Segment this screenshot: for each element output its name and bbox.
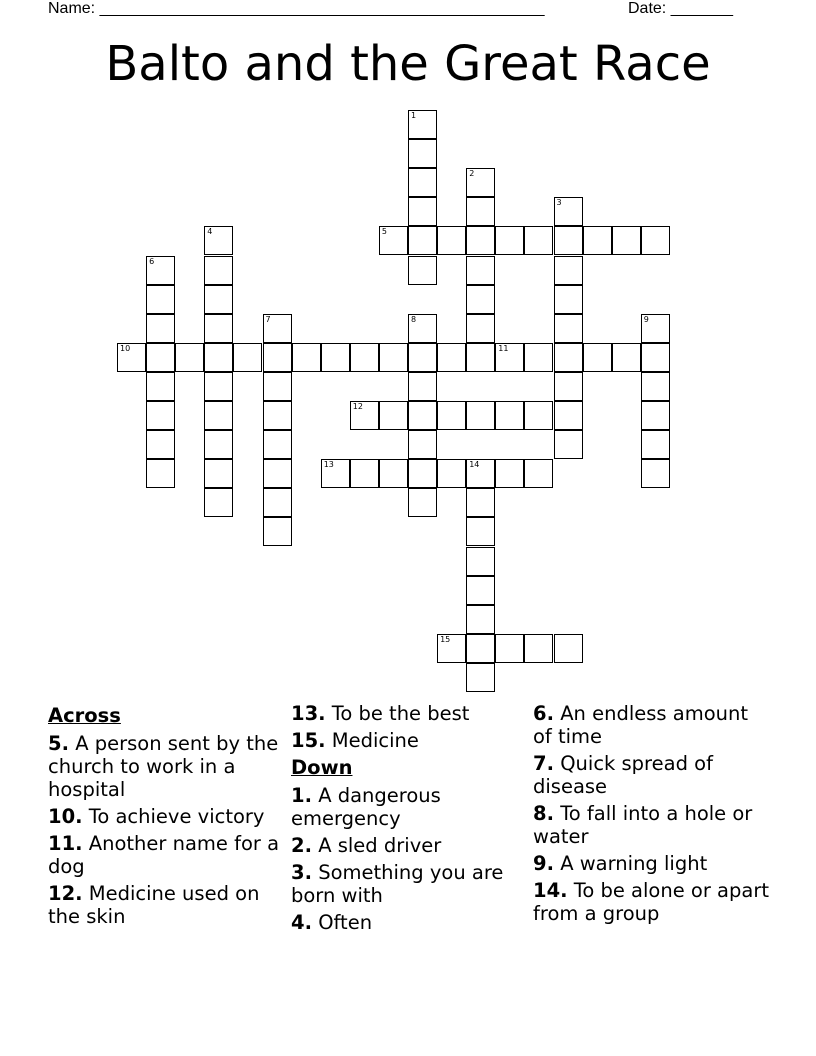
grid-cell[interactable]: [437, 226, 466, 255]
grid-cell[interactable]: [146, 430, 175, 459]
grid-cell[interactable]: [554, 226, 583, 255]
grid-cell[interactable]: [466, 488, 495, 517]
clue-number: 14: [469, 460, 480, 470]
grid-cell[interactable]: [146, 314, 175, 343]
clue-across-5: 5. A person sent by the church to work in a hospital: [48, 732, 279, 801]
clue-across-10: 10. To achieve victory: [48, 805, 265, 828]
clue-down-14: 14. To be alone or apart from a group: [533, 879, 769, 925]
clue-down-4: 4. Often: [291, 911, 373, 934]
grid-cell[interactable]: [495, 634, 524, 663]
grid-cell[interactable]: [554, 285, 583, 314]
grid-cell[interactable]: [466, 256, 495, 285]
grid-cell[interactable]: [263, 343, 292, 372]
clue-across-11: 11. Another name for a dog: [48, 832, 280, 878]
grid-cell[interactable]: [350, 459, 379, 488]
grid-cell[interactable]: [437, 343, 466, 372]
clue-down-8: 8. To fall into a hole or water: [533, 802, 753, 848]
clue-down-1: 1. A dangerous emergency: [291, 784, 441, 830]
date-label: Date:: [628, 0, 667, 17]
grid-cell[interactable]: [437, 634, 466, 663]
grid-cell[interactable]: [554, 314, 583, 343]
grid-cell[interactable]: [321, 343, 350, 372]
grid-cell[interactable]: [641, 314, 670, 343]
grid-cell[interactable]: [466, 547, 495, 576]
grid-cell[interactable]: [495, 459, 524, 488]
grid-cell[interactable]: [466, 285, 495, 314]
grid-cell[interactable]: [263, 517, 292, 546]
grid-cell[interactable]: [466, 576, 495, 605]
grid-cell[interactable]: [146, 459, 175, 488]
clue-across-15: 15. Medicine: [291, 729, 419, 752]
clue-number: 11: [498, 343, 509, 353]
grid-cell[interactable]: [350, 343, 379, 372]
grid-cell[interactable]: [408, 372, 437, 401]
grid-cell[interactable]: [408, 314, 437, 343]
clue-column-1: [48, 702, 284, 932]
grid-cell[interactable]: [263, 459, 292, 488]
grid-cell[interactable]: [524, 459, 553, 488]
grid-cell[interactable]: [466, 197, 495, 226]
grid-cell[interactable]: [641, 430, 670, 459]
grid-cell[interactable]: [641, 226, 670, 255]
clue-down-3: 3. Something you are born with: [291, 861, 504, 907]
grid-cell[interactable]: [233, 343, 262, 372]
clue-down-6: 6. An endless amount of time: [533, 702, 748, 748]
clue-number: 4: [207, 227, 213, 237]
grid-cell[interactable]: [408, 343, 437, 372]
clue-column-3: [533, 702, 769, 929]
grid-cell[interactable]: [204, 226, 233, 255]
grid-cell[interactable]: [146, 285, 175, 314]
grid-cell[interactable]: [641, 459, 670, 488]
grid-cell[interactable]: [175, 343, 204, 372]
clue-number: 12: [352, 402, 363, 411]
grid-cell[interactable]: [466, 314, 495, 343]
grid-cell[interactable]: [554, 372, 583, 401]
grid-cell[interactable]: [204, 430, 233, 459]
grid-cell[interactable]: [408, 256, 437, 285]
clue-across-12: 12. Medicine used on the skin: [48, 882, 260, 928]
clue-down-2: 2. A sled driver: [291, 834, 442, 857]
grid-cell[interactable]: [612, 226, 641, 255]
grid-cell[interactable]: [495, 226, 524, 255]
grid-cell[interactable]: [466, 517, 495, 546]
grid-cell[interactable]: [263, 401, 292, 430]
grid-cell[interactable]: [408, 226, 437, 255]
grid-cell[interactable]: [554, 343, 583, 372]
grid-cell[interactable]: [263, 372, 292, 401]
date-blank[interactable]: _______: [670, 0, 733, 17]
grid-cell[interactable]: [204, 314, 233, 343]
grid-cell[interactable]: [466, 634, 495, 663]
grid-cell[interactable]: [466, 226, 495, 255]
clue-down-7: 7. Quick spread of disease: [533, 752, 713, 798]
grid-cell[interactable]: [524, 343, 553, 372]
grid-cell[interactable]: [466, 401, 495, 430]
grid-cell[interactable]: [554, 634, 583, 663]
grid-cell[interactable]: [117, 343, 146, 372]
grid-cell[interactable]: [408, 488, 437, 517]
grid-cell[interactable]: [466, 663, 495, 692]
grid-cell[interactable]: [379, 226, 408, 255]
grid-cell[interactable]: [263, 314, 292, 343]
grid-cell[interactable]: [321, 459, 350, 488]
grid-cell[interactable]: [437, 459, 466, 488]
grid-cell[interactable]: [466, 459, 495, 488]
clue-number: 13: [323, 460, 334, 470]
grid-cell[interactable]: [263, 488, 292, 517]
grid-cell[interactable]: [466, 168, 495, 197]
grid-cell[interactable]: [408, 168, 437, 197]
clue-number: 7: [265, 314, 271, 324]
clue-number: 10: [120, 343, 131, 353]
across-heading: Across: [48, 704, 121, 727]
clue-number: 5: [381, 227, 387, 237]
grid-cell[interactable]: [641, 401, 670, 430]
grid-cell[interactable]: [554, 256, 583, 285]
grid-cell[interactable]: [641, 343, 670, 372]
grid-cell[interactable]: [204, 285, 233, 314]
grid-cell[interactable]: [641, 372, 670, 401]
grid-cell[interactable]: [495, 401, 524, 430]
grid-cell[interactable]: [204, 372, 233, 401]
grid-cell[interactable]: [612, 343, 641, 372]
grid-cell[interactable]: [524, 634, 553, 663]
grid-cell[interactable]: [350, 401, 379, 430]
grid-cell[interactable]: [146, 401, 175, 430]
clue-number: 15: [440, 634, 451, 644]
clue-number: 2: [469, 169, 475, 179]
grid-cell[interactable]: [408, 459, 437, 488]
page-title: Balto and the Great Race: [105, 36, 711, 92]
clue-column-2: [291, 702, 527, 938]
grid-cell[interactable]: [554, 197, 583, 226]
grid-cell[interactable]: [437, 401, 466, 430]
grid-cell[interactable]: [408, 197, 437, 226]
grid-cell[interactable]: [204, 256, 233, 285]
clue-number: 9: [643, 314, 649, 324]
grid-cell[interactable]: [466, 605, 495, 634]
clue-across-13: 13. To be the best: [291, 702, 470, 725]
grid-cell[interactable]: [379, 401, 408, 430]
grid-cell[interactable]: [583, 226, 612, 255]
grid-cell[interactable]: [292, 343, 321, 372]
grid-cell[interactable]: [554, 430, 583, 459]
grid-cell[interactable]: [146, 256, 175, 285]
grid-cell[interactable]: [379, 459, 408, 488]
clue-number: 1: [411, 111, 417, 120]
clue-down-9: 9. A warning light: [533, 852, 708, 875]
grid-cell[interactable]: [408, 401, 437, 430]
grid-cell[interactable]: [524, 226, 553, 255]
grid-cell[interactable]: [204, 401, 233, 430]
name-blank[interactable]: __________________________________________________: [99, 0, 545, 17]
name-label: Name:: [48, 0, 96, 17]
grid-cell[interactable]: [204, 343, 233, 372]
grid-cell[interactable]: [379, 343, 408, 372]
grid-cell[interactable]: [204, 488, 233, 517]
grid-cell[interactable]: [408, 110, 437, 139]
grid-cell[interactable]: [263, 430, 292, 459]
grid-cell[interactable]: [554, 401, 583, 430]
grid-cell[interactable]: [204, 459, 233, 488]
grid-cell[interactable]: [466, 343, 495, 372]
grid-cell[interactable]: [495, 343, 524, 372]
grid-cell[interactable]: [146, 343, 175, 372]
clue-number: 6: [149, 256, 155, 266]
grid-cell[interactable]: [408, 430, 437, 459]
grid-cell[interactable]: [408, 139, 437, 168]
grid-cell[interactable]: [583, 343, 612, 372]
grid-cell[interactable]: [146, 372, 175, 401]
grid-cell[interactable]: [524, 401, 553, 430]
clue-number: 3: [556, 198, 562, 208]
down-heading: Down: [291, 756, 353, 779]
clue-number: 8: [411, 314, 417, 324]
